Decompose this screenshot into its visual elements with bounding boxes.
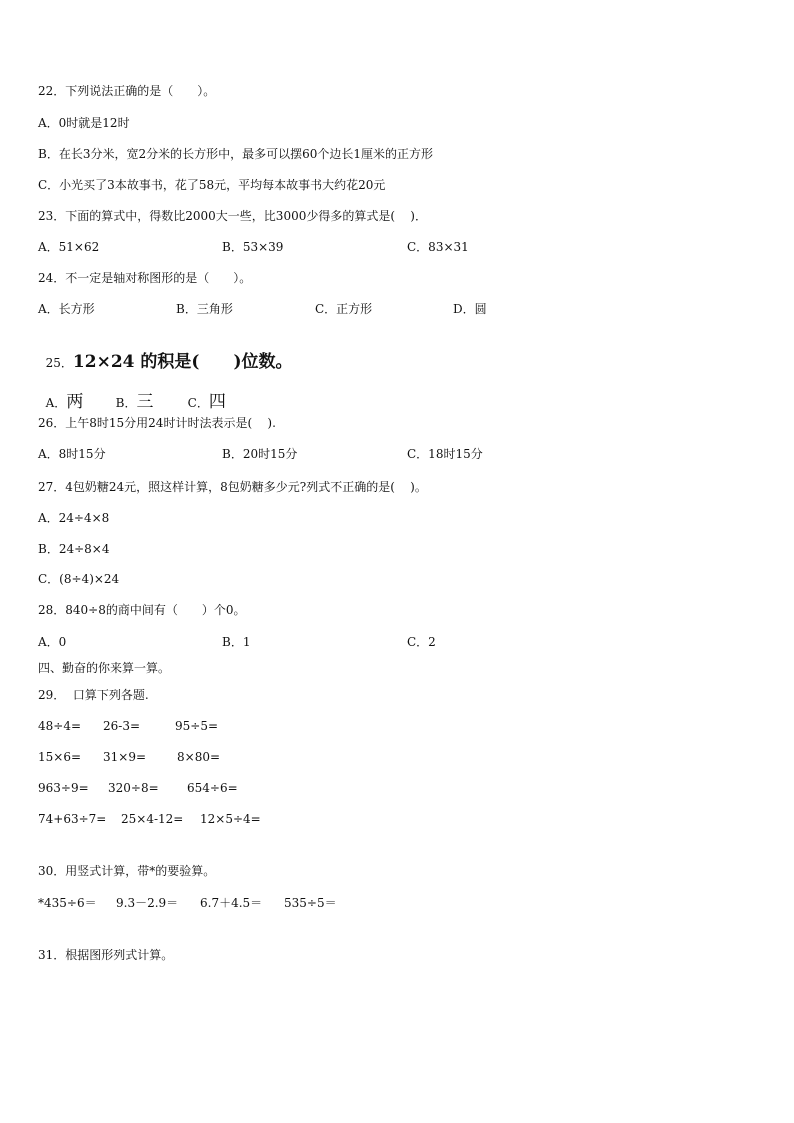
calc-item: 74+63÷7=	[38, 812, 107, 826]
question-25-option-b-letter: B．	[115, 396, 137, 410]
question-28-stem: 28．840÷8的商中间有（ ）个0。	[38, 603, 246, 617]
question-30-stem: 30．用竖式计算，带*的要验算。	[38, 864, 216, 878]
question-25-option-b-text: 三	[136, 392, 154, 412]
vertical-calc-item: *435÷6＝	[38, 896, 97, 910]
calc-item: 25×4-12=	[121, 812, 184, 826]
section-4-heading: 四、勤奋的你来算一算。	[38, 661, 171, 675]
question-25-option-b	[108, 378, 153, 412]
question-27-option-c: C．(8÷4)×24	[38, 572, 120, 586]
question-28-option-c: C．2	[407, 635, 436, 649]
question-24-option-b: B．三角形	[176, 302, 233, 316]
question-26-option-a: A．8时15分	[38, 447, 106, 461]
question-24-option-d: D．圆	[453, 302, 487, 316]
question-24-option-a: A．长方形	[38, 302, 95, 316]
question-25-option-c-letter: C．	[187, 396, 209, 410]
question-27-stem: 27．4包奶糖24元，照这样计算，8包奶糖多少元?列式不正确的是( )。	[38, 480, 427, 494]
question-27-option-a: A．24÷4×8	[38, 511, 110, 525]
calc-item: 26-3=	[103, 719, 141, 733]
question-31-stem: 31．根据图形列式计算。	[38, 948, 174, 962]
vertical-calc-item: 9.3－2.9＝	[116, 896, 179, 910]
vertical-calc-item: 6.7＋4.5＝	[200, 896, 263, 910]
calc-item: 654÷6=	[187, 781, 238, 795]
question-23-stem: 23．下面的算式中，得数比2000大一些，比3000少得多的算式是( )．	[38, 209, 427, 223]
question-26-stem: 26．上午8时15分用24时计时法表示是( ).	[38, 416, 276, 430]
question-28-option-b: B．1	[222, 635, 251, 649]
question-22-option-b: B．在长3分米，宽2分米的长方形中，最多可以摆60个边长1厘米的正方形	[38, 147, 433, 161]
question-23-option-c: C．83×31	[407, 240, 469, 254]
question-25-text: 12×24 的积是( )位数。	[72, 352, 293, 372]
calc-item: 95÷5=	[175, 719, 219, 733]
question-29-stem: 29． 口算下列各题.	[38, 688, 149, 702]
question-28-option-a: A．0	[38, 635, 67, 649]
question-25-option-a-text: 两	[66, 392, 84, 412]
question-25-option-c-text: 四	[208, 392, 226, 412]
question-25-option-a	[38, 378, 83, 412]
question-23-option-b: B．53×39	[222, 240, 284, 254]
question-27-option-b: B．24÷8×4	[38, 542, 110, 556]
vertical-calc-item: 535÷5＝	[284, 896, 337, 910]
question-22-option-c: C．小光买了3本故事书，花了58元，平均每本故事书大约花20元	[38, 178, 386, 192]
calc-item: 31×9=	[103, 750, 147, 764]
calc-item: 8×80=	[177, 750, 221, 764]
question-26-option-c: C．18时15分	[407, 447, 483, 461]
calc-item: 963÷9=	[38, 781, 89, 795]
question-26-option-b: B．20时15分	[222, 447, 298, 461]
calc-item: 320÷8=	[108, 781, 159, 795]
question-25-option-c	[180, 378, 226, 412]
question-25-stem	[38, 338, 293, 372]
calc-item: 15×6=	[38, 750, 82, 764]
question-24-option-c: C．正方形	[315, 302, 373, 316]
question-25-option-a-letter: A．	[45, 396, 67, 410]
question-22-stem: 22．下列说法正确的是（ ）。	[38, 84, 216, 98]
calc-item: 12×5÷4=	[200, 812, 261, 826]
calc-item: 48÷4=	[38, 719, 82, 733]
question-23-option-a: A．51×62	[38, 240, 100, 254]
question-25-number: 25．	[45, 356, 73, 370]
question-22-option-a: A．0时就是12时	[38, 116, 130, 130]
question-24-stem: 24．不一定是轴对称图形的是（ ）。	[38, 271, 252, 285]
